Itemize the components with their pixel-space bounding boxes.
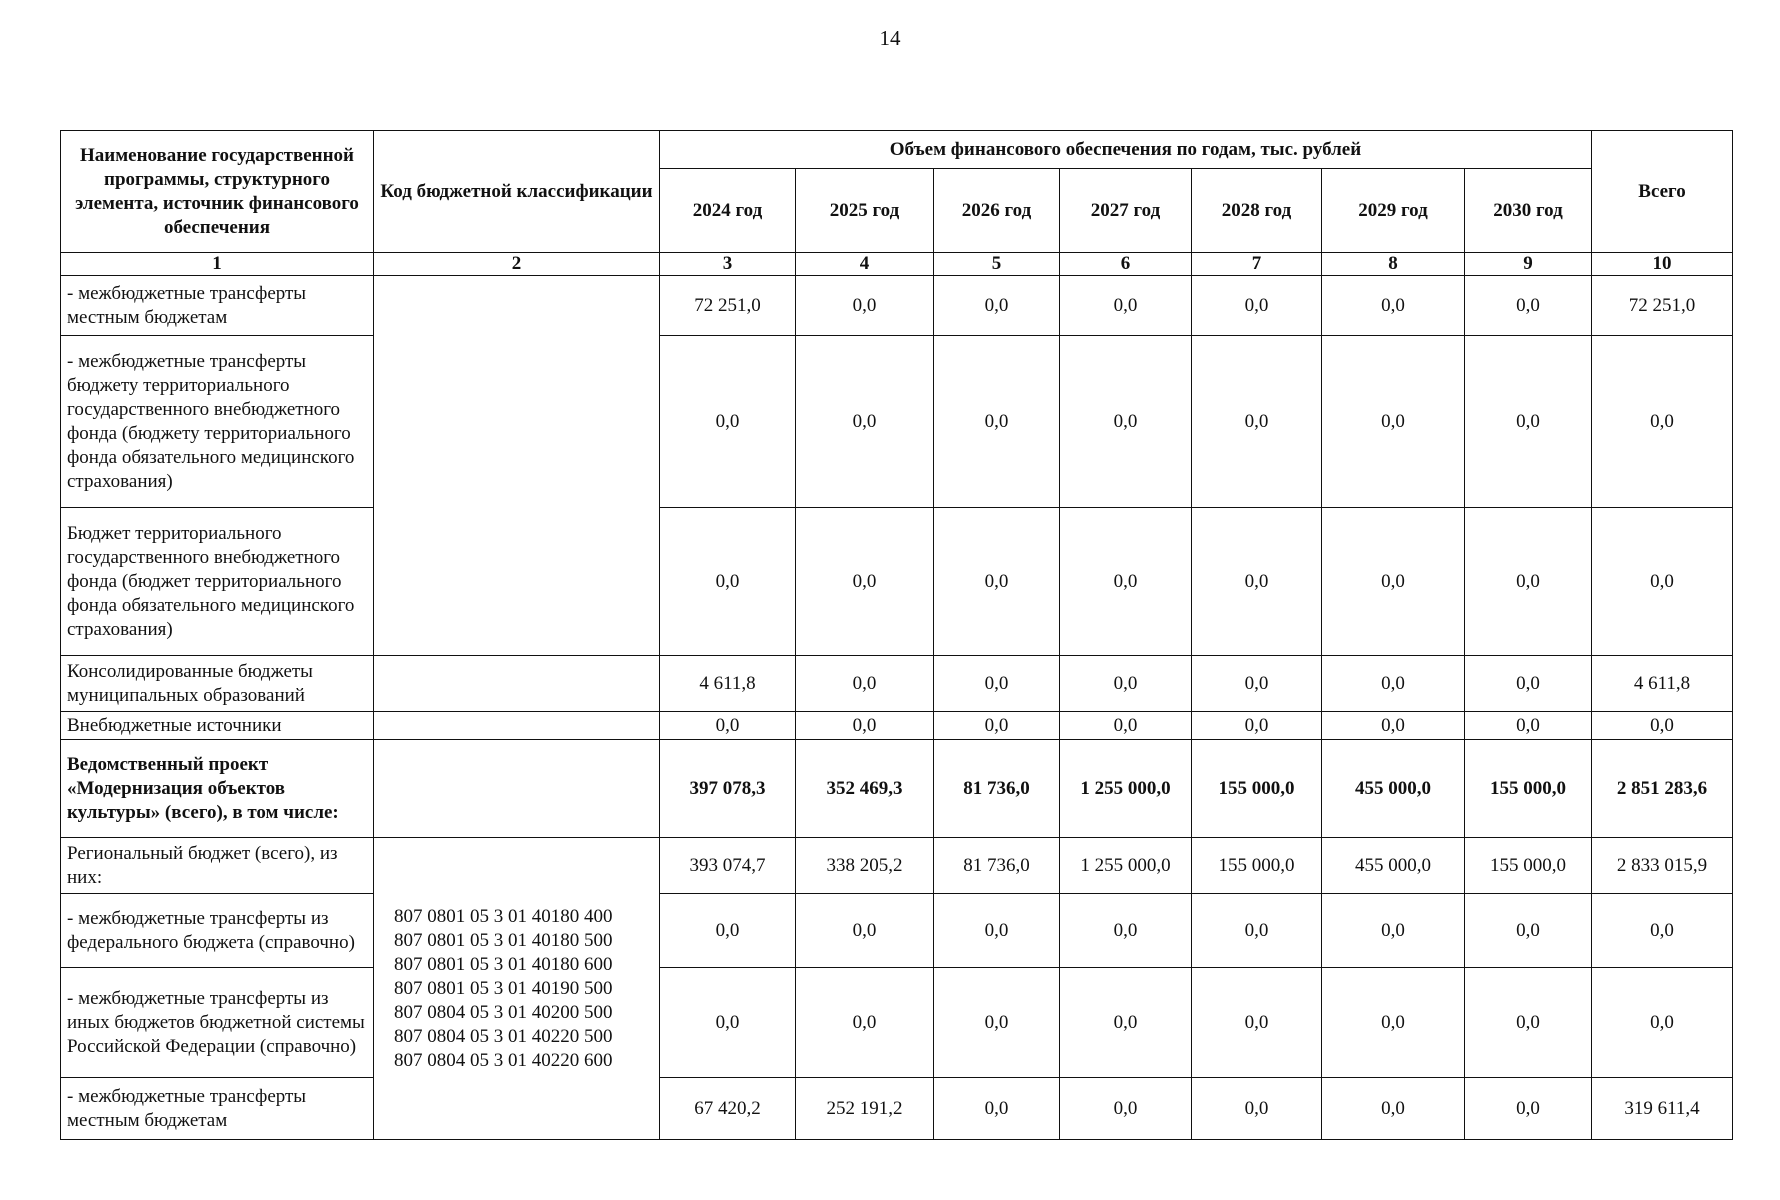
row-year-value: 81 736,0 [934, 838, 1060, 894]
row-name: Бюджет территориального государственного внебюджетного фонда (бюджет территориального фонда обязательного медицинского страхования) [61, 508, 374, 656]
page-number: 14 [879, 26, 901, 50]
row-year-value: 0,0 [660, 508, 796, 656]
row-total-value: 0,0 [1592, 508, 1733, 656]
row-year-value: 0,0 [934, 968, 1060, 1078]
row-year-value: 0,0 [1465, 508, 1592, 656]
row-year-value: 0,0 [1192, 276, 1322, 336]
row-year-value: 0,0 [1192, 508, 1322, 656]
row-year-value: 0,0 [796, 508, 934, 656]
row-year-value: 0,0 [1192, 968, 1322, 1078]
row-year-value: 0,0 [796, 712, 934, 740]
row-year-value: 0,0 [1465, 894, 1592, 968]
column-index: 3 [660, 253, 796, 276]
row-year-value: 0,0 [1192, 656, 1322, 712]
column-index: 6 [1060, 253, 1192, 276]
row-year-value: 0,0 [1322, 894, 1465, 968]
row-year-value: 0,0 [1192, 894, 1322, 968]
row-name: Внебюджетные источники [61, 712, 374, 740]
code-cell-empty [374, 712, 660, 740]
row-year-value: 155 000,0 [1192, 838, 1322, 894]
row-year-value: 0,0 [934, 712, 1060, 740]
header-total-column: Всего [1592, 131, 1733, 253]
row-year-value: 338 205,2 [796, 838, 934, 894]
table-row [61, 838, 1733, 894]
column-index-row [61, 253, 1733, 276]
row-year-value: 0,0 [660, 894, 796, 968]
column-index: 10 [1592, 253, 1733, 276]
row-year-value: 0,0 [1060, 968, 1192, 1078]
row-year-value: 0,0 [1060, 1078, 1192, 1140]
table-row [61, 894, 1733, 968]
table-header [61, 131, 1733, 253]
row-year-value: 81 736,0 [934, 740, 1060, 838]
row-name: - межбюджетные трансферты из федерального бюджета (справочно) [61, 894, 374, 968]
header-volume-column: Объем финансового обеспечения по годам, тыс. рублей [660, 131, 1592, 169]
row-year-value: 0,0 [1192, 336, 1322, 508]
header-year-2028: 2028 год [1192, 169, 1322, 253]
header-year-2024: 2024 год [660, 169, 796, 253]
row-name: Консолидированные бюджеты муниципальных образований [61, 656, 374, 712]
header-year-2029: 2029 год [1322, 169, 1465, 253]
row-year-value: 0,0 [1322, 712, 1465, 740]
row-year-value: 1 255 000,0 [1060, 838, 1192, 894]
row-year-value: 0,0 [1465, 276, 1592, 336]
row-year-value: 1 255 000,0 [1060, 740, 1192, 838]
code-cell-empty [374, 740, 660, 838]
row-total-value: 0,0 [1592, 968, 1733, 1078]
row-year-value: 0,0 [934, 508, 1060, 656]
row-year-value: 0,0 [796, 894, 934, 968]
row-name: - межбюджетные трансферты из иных бюджетов бюджетной системы Российской Федерации (справочно) [61, 968, 374, 1078]
table-row [61, 1078, 1733, 1140]
row-year-value: 0,0 [1192, 712, 1322, 740]
table-row [61, 740, 1733, 838]
row-year-value: 0,0 [934, 894, 1060, 968]
row-year-value: 0,0 [1465, 712, 1592, 740]
row-year-value: 0,0 [1060, 276, 1192, 336]
table-row [61, 336, 1733, 508]
row-total-value: 72 251,0 [1592, 276, 1733, 336]
column-index: 4 [796, 253, 934, 276]
row-year-value: 155 000,0 [1465, 838, 1592, 894]
budget-code: 807 0804 05 3 01 40200 500 [394, 1001, 613, 1023]
row-year-value: 0,0 [1322, 1078, 1465, 1140]
row-year-value: 0,0 [1060, 894, 1192, 968]
row-year-value: 0,0 [1060, 508, 1192, 656]
row-total-value: 0,0 [1592, 894, 1733, 968]
code-cell-empty [374, 656, 660, 712]
row-year-value: 72 251,0 [660, 276, 796, 336]
row-year-value: 0,0 [934, 1078, 1060, 1140]
column-index: 2 [374, 253, 660, 276]
header-year-2026: 2026 год [934, 169, 1060, 253]
row-year-value: 0,0 [796, 336, 934, 508]
row-year-value: 67 420,2 [660, 1078, 796, 1140]
row-year-value: 0,0 [1322, 656, 1465, 712]
row-year-value: 0,0 [660, 336, 796, 508]
budget-code: 807 0801 05 3 01 40180 500 [394, 929, 613, 951]
row-year-value: 0,0 [934, 276, 1060, 336]
row-year-value: 0,0 [1192, 1078, 1322, 1140]
row-name: - межбюджетные трансферты местным бюджетам [61, 1078, 374, 1140]
row-total-value: 2 833 015,9 [1592, 838, 1733, 894]
header-name-column: Наименование государственной программы, структурного элемента, источник финансового обеспечения [61, 131, 374, 253]
row-year-value: 155 000,0 [1192, 740, 1322, 838]
row-year-value: 0,0 [934, 656, 1060, 712]
column-index: 9 [1465, 253, 1592, 276]
table-row [61, 508, 1733, 656]
row-total-value: 0,0 [1592, 712, 1733, 740]
row-year-value: 252 191,2 [796, 1078, 934, 1140]
row-year-value: 0,0 [660, 712, 796, 740]
row-year-value: 0,0 [1322, 508, 1465, 656]
table-row [61, 276, 1733, 336]
header-year-2025: 2025 год [796, 169, 934, 253]
row-year-value: 352 469,3 [796, 740, 934, 838]
column-index: 8 [1322, 253, 1465, 276]
row-year-value: 0,0 [1322, 276, 1465, 336]
column-index: 1 [61, 253, 374, 276]
row-name: Ведомственный проект «Модернизация объектов культуры» (всего), в том числе: [61, 740, 374, 838]
budget-code: 807 0801 05 3 01 40180 400 [394, 905, 613, 927]
budget-code: 807 0804 05 3 01 40220 600 [394, 1049, 613, 1071]
budget-codes-cell [374, 838, 660, 1140]
row-year-value: 0,0 [796, 968, 934, 1078]
table-row [61, 968, 1733, 1078]
row-year-value: 393 074,7 [660, 838, 796, 894]
budget-code: 807 0801 05 3 01 40190 500 [394, 977, 613, 999]
row-name: Региональный бюджет (всего), из них: [61, 838, 374, 894]
header-year-2027: 2027 год [1060, 169, 1192, 253]
header-year-2030: 2030 год [1465, 169, 1592, 253]
row-year-value: 4 611,8 [660, 656, 796, 712]
header-code-column: Код бюджетной классификации [374, 131, 660, 253]
row-year-value: 0,0 [1060, 712, 1192, 740]
row-year-value: 0,0 [1465, 336, 1592, 508]
row-year-value: 0,0 [934, 336, 1060, 508]
row-total-value: 0,0 [1592, 336, 1733, 508]
row-year-value: 0,0 [1465, 1078, 1592, 1140]
row-year-value: 155 000,0 [1465, 740, 1592, 838]
code-cell-empty [374, 276, 660, 656]
row-name: - межбюджетные трансферты бюджету территориального государственного внебюджетного фонда (бюджету территориального фонда обязательного медицинского страхования) [61, 336, 374, 508]
row-total-value: 2 851 283,6 [1592, 740, 1733, 838]
financing-table [60, 130, 1733, 1140]
row-year-value: 0,0 [1322, 968, 1465, 1078]
row-year-value: 455 000,0 [1322, 740, 1465, 838]
row-year-value: 0,0 [1465, 968, 1592, 1078]
row-year-value: 397 078,3 [660, 740, 796, 838]
row-total-value: 4 611,8 [1592, 656, 1733, 712]
column-index: 5 [934, 253, 1060, 276]
row-year-value: 0,0 [1465, 656, 1592, 712]
row-name: - межбюджетные трансферты местным бюджетам [61, 276, 374, 336]
row-year-value: 0,0 [1060, 336, 1192, 508]
column-index: 7 [1192, 253, 1322, 276]
row-year-value: 455 000,0 [1322, 838, 1465, 894]
row-year-value: 0,0 [1322, 336, 1465, 508]
row-year-value: 0,0 [796, 276, 934, 336]
table-body [61, 253, 1733, 1140]
budget-code: 807 0801 05 3 01 40180 600 [394, 953, 613, 975]
row-year-value: 0,0 [796, 656, 934, 712]
row-year-value: 0,0 [660, 968, 796, 1078]
table-row [61, 656, 1733, 712]
row-total-value: 319 611,4 [1592, 1078, 1733, 1140]
budget-code: 807 0804 05 3 01 40220 500 [394, 1025, 613, 1047]
table-row [61, 712, 1733, 740]
row-year-value: 0,0 [1060, 656, 1192, 712]
